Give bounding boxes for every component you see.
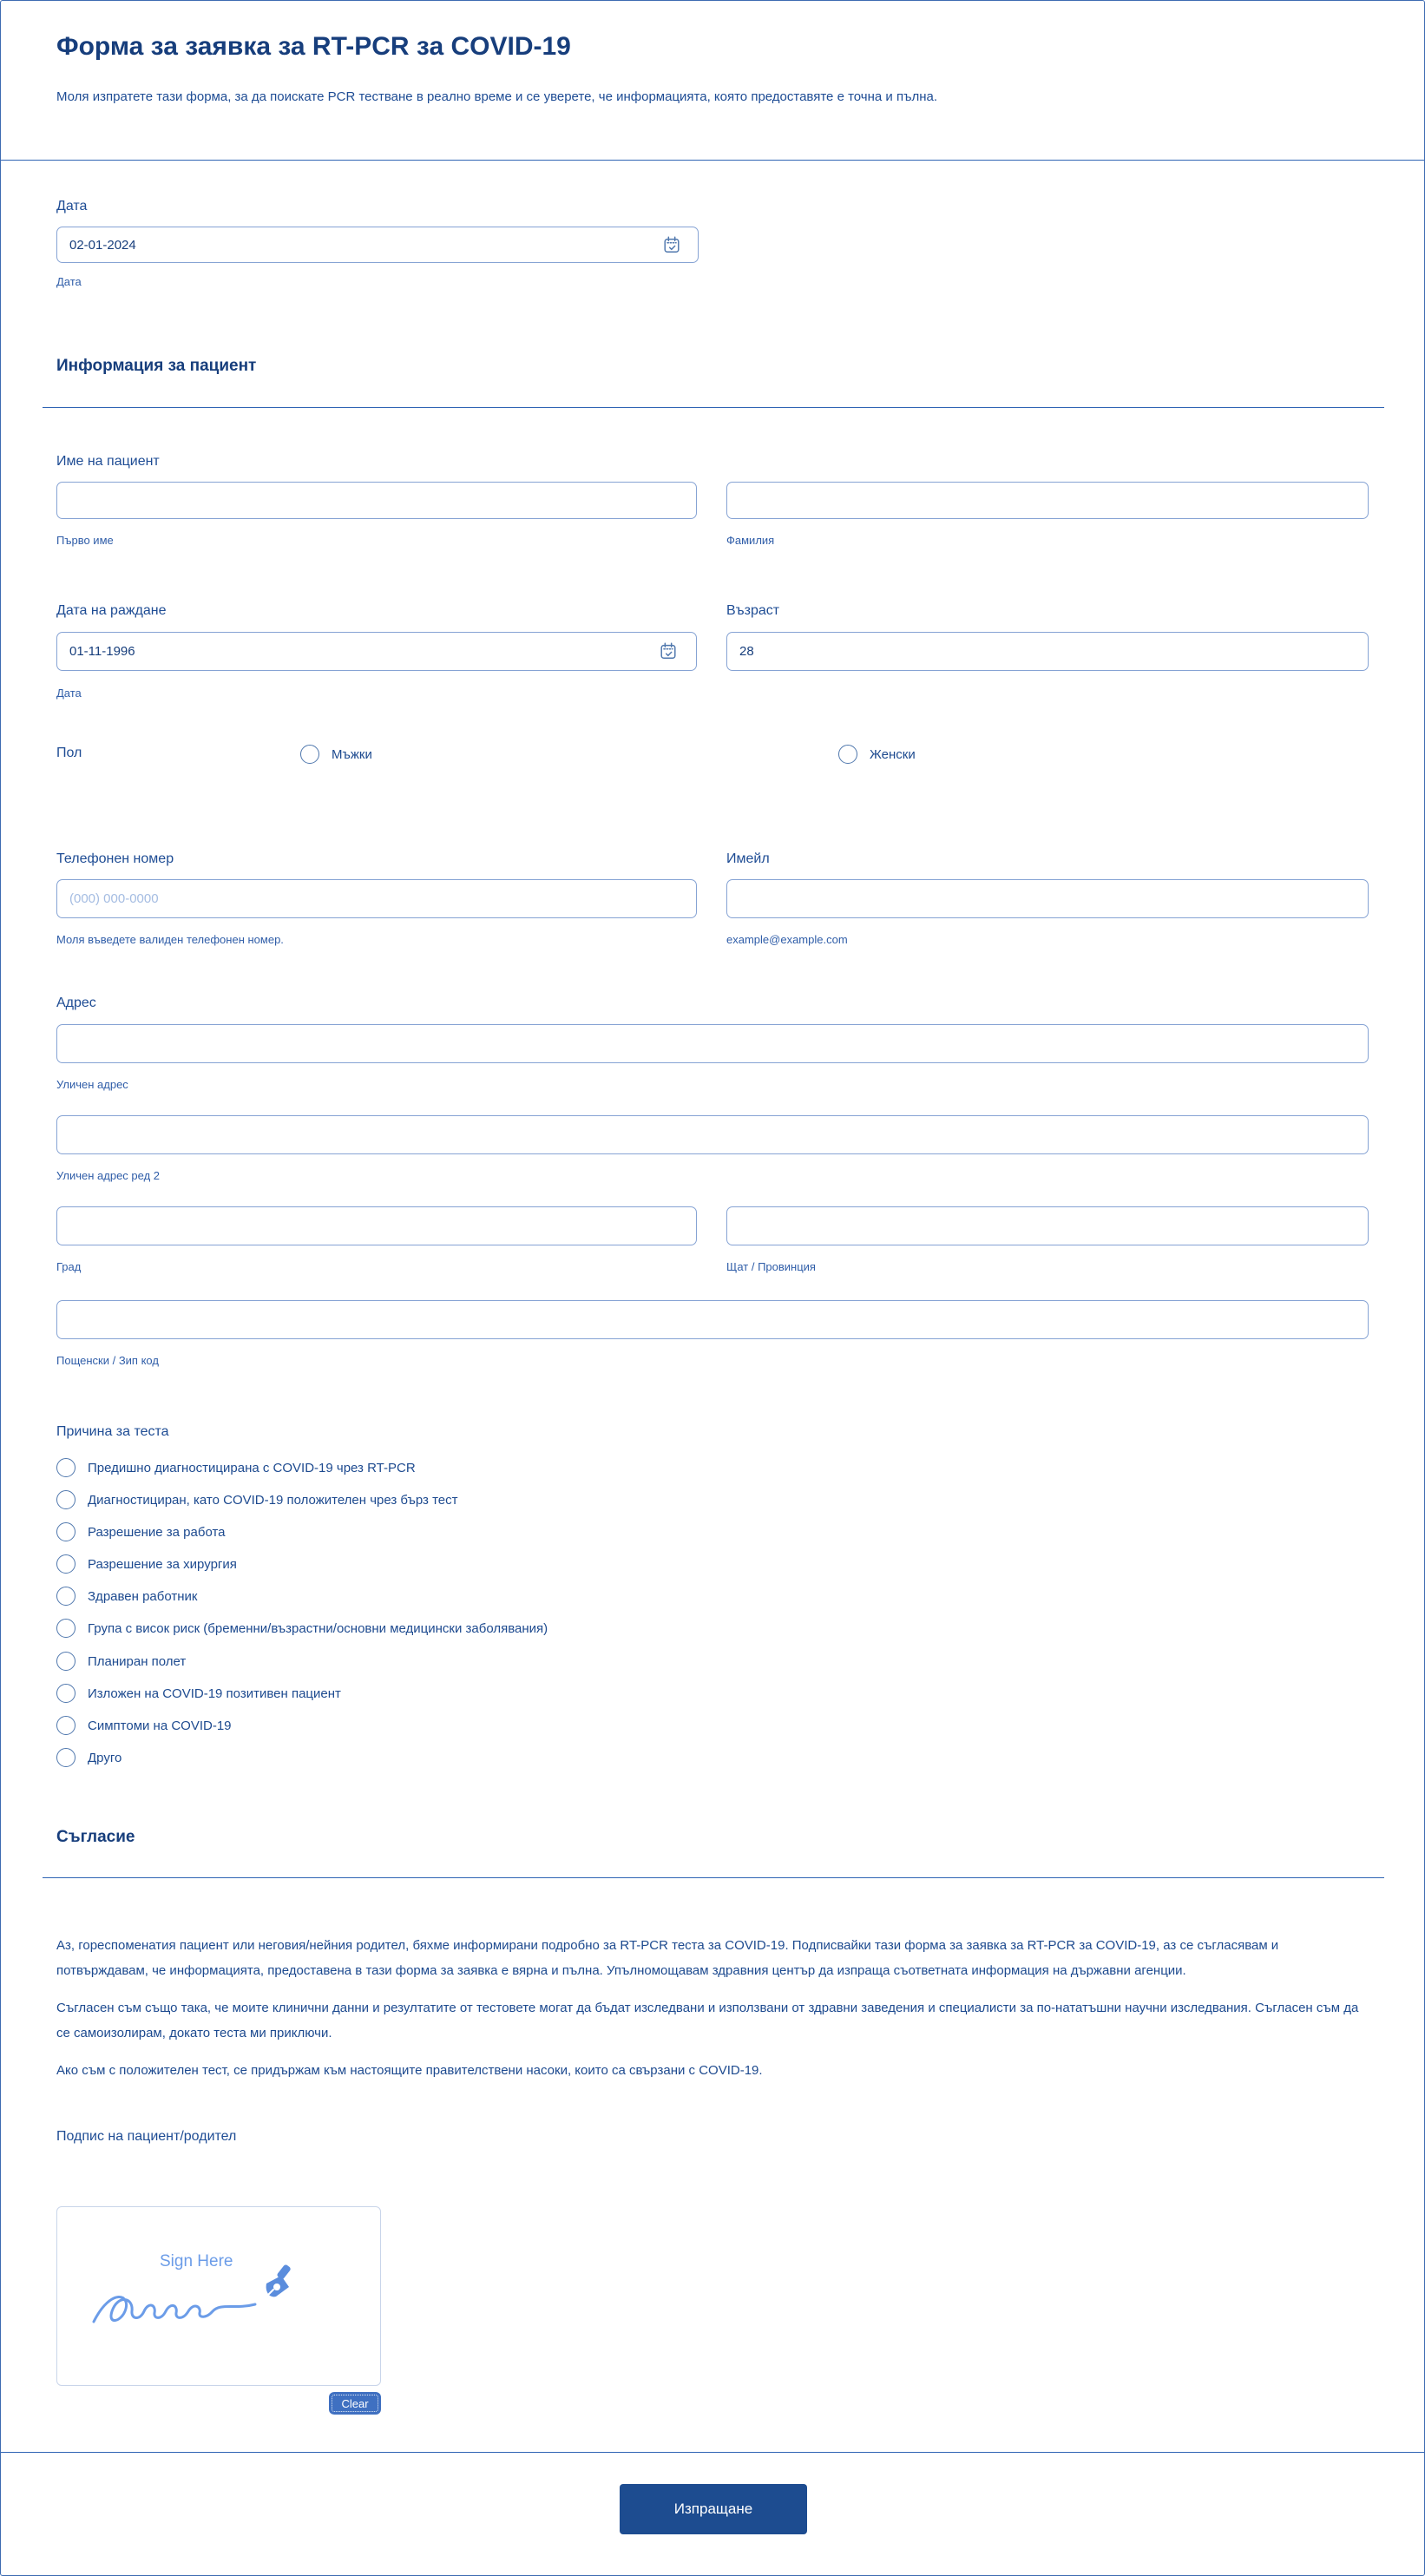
state-input[interactable]	[726, 1206, 1369, 1245]
male-radio-label: Мъжки	[332, 746, 372, 762]
form-subtitle: Моля изпратете тази форма, за да поискате PCR тестване в реално време и се уверете, че информацията, която предоставяте е точна и пълна.	[56, 89, 937, 104]
reason-radio[interactable]	[56, 1522, 76, 1541]
reason-option-label: Разрешение за хирургия	[88, 1556, 237, 1572]
reason-option-label: Планиран полет	[88, 1653, 187, 1669]
male-radio[interactable]	[300, 745, 319, 764]
city-sublabel: Град	[56, 1260, 82, 1273]
city-input[interactable]	[56, 1206, 697, 1245]
consent-paragraph-1: Аз, гореспоменатия пациент или неговия/нейния родител, бяхме информирани подробно за RT-PCR теста за COVID-19. Подписвайки тази форма за заявка за RT-PCR за COVID-19, аз се съгласявам и потвърждавам, че информацията, предоставена в тази форма за заявка е вярна и пълна. Упълномощавам здравния център да изпраща съответната информация на държавни агенции.	[56, 1938, 1279, 1978]
reason-option-label: Друго	[88, 1750, 122, 1765]
reason-option-label: Диагностициран, като COVID-19 положителен чрез бърз тест	[88, 1492, 458, 1508]
date-sublabel: Дата	[56, 275, 82, 288]
reason-radio[interactable]	[56, 1490, 76, 1509]
phone-label: Телефонен номер	[56, 851, 174, 866]
birthdate-sublabel: Дата	[56, 687, 82, 700]
clear-signature-button[interactable]: Clear	[329, 2392, 381, 2415]
reason-option-label: Разрешение за работа	[88, 1524, 226, 1540]
reason-option-label: Предишно диагностицирана с COVID-19 чрез RT-PCR	[88, 1460, 416, 1475]
sign-here-placeholder	[92, 2252, 352, 2348]
gender-option-male[interactable]	[300, 743, 372, 766]
email-input[interactable]	[726, 879, 1369, 918]
zip-sublabel: Пощенски / Зип код	[56, 1354, 159, 1367]
phone-input[interactable]	[56, 879, 697, 918]
reason-option-other[interactable]	[56, 1747, 121, 1768]
patient-name-label: Име на пациент	[56, 454, 160, 469]
date-input[interactable]	[56, 227, 699, 263]
female-radio[interactable]	[838, 745, 857, 764]
reason-option-high-risk[interactable]	[56, 1618, 548, 1639]
reason-option-symptoms[interactable]	[56, 1715, 232, 1736]
consent-section-divider	[43, 1877, 1384, 1878]
age-input[interactable]	[726, 632, 1369, 671]
footer-divider	[1, 2452, 1425, 2453]
section-title-patient-info: Информация за пациент	[56, 357, 257, 375]
reason-option-planned-flight[interactable]	[56, 1651, 186, 1672]
reason-label: Причина за теста	[56, 1424, 169, 1439]
birthdate-label: Дата на раждане	[56, 603, 167, 618]
state-sublabel: Щат / Провинция	[726, 1260, 816, 1273]
reason-radio[interactable]	[56, 1748, 76, 1767]
zip-input[interactable]	[56, 1300, 1369, 1339]
street-address2-sublabel: Уличен адрес ред 2	[56, 1169, 161, 1182]
address-label: Адрес	[56, 996, 96, 1010]
street-address-input[interactable]	[56, 1024, 1369, 1063]
gender-label: Пол	[56, 746, 82, 760]
consent-paragraph-3: Ако съм с положителен тест, се придържам към настоящите правителствени насоки, които са свързани с COVID-19.	[56, 2063, 763, 2078]
reason-option-surgery-clearance[interactable]	[56, 1554, 237, 1574]
reason-option-health-worker[interactable]	[56, 1586, 197, 1607]
sign-here-text: Sign Here	[160, 2252, 233, 2270]
pen-nib-icon	[253, 2264, 297, 2304]
reason-option-label: Симптоми на COVID-19	[88, 1718, 232, 1733]
reason-radio[interactable]	[56, 1684, 76, 1703]
date-label: Дата	[56, 199, 88, 214]
first-name-input[interactable]	[56, 482, 697, 519]
reason-option-label: Група с висок риск (бременни/възрастни/основни медицински заболявания)	[88, 1620, 548, 1636]
last-name-input[interactable]	[726, 482, 1369, 519]
female-radio-label: Женски	[870, 746, 916, 762]
first-name-sublabel: Първо име	[56, 534, 114, 547]
street-address2-input[interactable]	[56, 1115, 1369, 1154]
reason-radio[interactable]	[56, 1652, 76, 1671]
reason-radio[interactable]	[56, 1716, 76, 1735]
reason-option-rapid-test[interactable]	[56, 1489, 458, 1510]
street-address-sublabel: Уличен адрес	[56, 1078, 128, 1091]
reason-option-label: Здравен работник	[88, 1588, 198, 1604]
reason-radio[interactable]	[56, 1554, 76, 1574]
consent-text	[56, 1933, 1369, 2095]
consent-paragraph-2: Съгласен съм също така, че моите клинични данни и резултатите от тестовете могат да бъдат изследвани и използвани от здравни заведения и специалисти за по-нататъшни научни изследвания. Съгласен съм да се самоизолирам, докато теста ми приключи.	[56, 2001, 1359, 2040]
signature-label: Подпис на пациент/родител	[56, 2129, 237, 2144]
reason-option-label: Изложен на COVID-19 позитивен пациент	[88, 1686, 341, 1701]
patient-section-divider	[43, 407, 1384, 408]
age-label: Възраст	[726, 603, 780, 618]
reason-radio[interactable]	[56, 1587, 76, 1606]
signature-pad[interactable]	[56, 2206, 381, 2386]
reason-radio[interactable]	[56, 1619, 76, 1638]
email-label: Имейл	[726, 851, 770, 866]
email-sublabel: example@example.com	[726, 933, 848, 946]
section-title-consent: Съгласие	[56, 1828, 135, 1846]
phone-sublabel: Моля въведете валиден телефонен номер.	[56, 933, 284, 946]
submit-button[interactable]: Изпращане	[620, 2484, 807, 2534]
reason-option-work-clearance[interactable]	[56, 1521, 226, 1542]
reason-option-exposed[interactable]	[56, 1683, 341, 1704]
gender-option-female[interactable]	[838, 743, 916, 766]
header-divider	[1, 160, 1425, 161]
reason-radio[interactable]	[56, 1458, 76, 1477]
birthdate-input[interactable]	[56, 632, 697, 671]
page-title: Форма за заявка за RT-PCR за COVID-19	[56, 32, 571, 61]
last-name-sublabel: Фамилия	[726, 534, 775, 547]
reason-option-prev-rtpcr[interactable]	[56, 1457, 416, 1478]
